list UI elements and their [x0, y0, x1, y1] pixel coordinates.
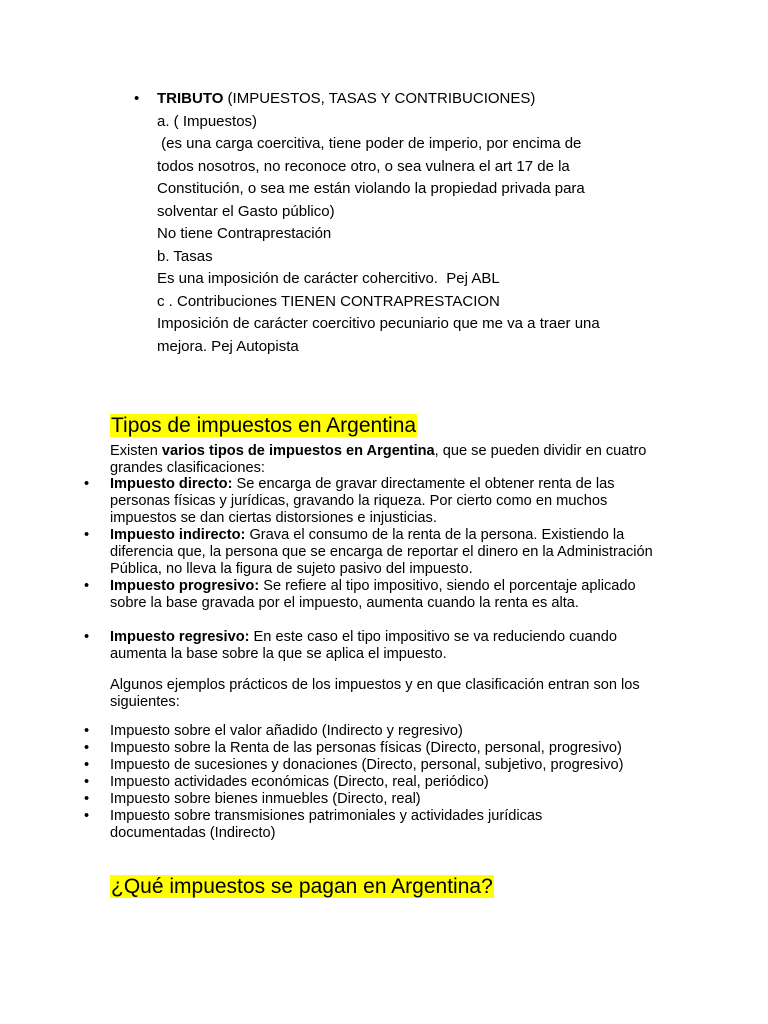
tributo-line: solventar el Gasto público) [157, 202, 335, 220]
type-desc: Se refiere al tipo impositivo, siendo el porcentaje aplicado sobre la base gravada por el impuesto, aumenta cuando la renta es alta. [110, 578, 636, 611]
bullet-icon: • [84, 774, 90, 790]
tributo-item [134, 88, 694, 358]
bullet-icon: • [84, 578, 90, 594]
tributo-line: Imposición de carácter coercitivo pecuniario que me va a traer una [157, 315, 600, 332]
example-text: Impuesto sobre el valor añadido (Indirecto y regresivo) [110, 723, 463, 739]
tributo-line: (es una carga coercitiva, tiene poder de imperio, por encima de [157, 135, 582, 152]
types-list [0, 476, 670, 663]
example-text: Impuesto sobre la Renta de las personas físicas (Directo, personal, progresivo) [110, 740, 622, 756]
tributo-line: b. Tasas [157, 247, 213, 265]
list-item [0, 476, 670, 527]
heading-que-impuestos [110, 874, 494, 899]
list-item [0, 723, 670, 740]
type-desc: Grava el consumo de la renta de la persona. Existiendo la diferencia que, la persona que se encarga de reportar el dinero en la Administración Pública, no lleva la figura de sujeto pasivo del impuesto. [110, 527, 653, 577]
examples-intro [110, 677, 670, 711]
type-term: Impuesto indirecto: [110, 527, 246, 543]
bullet-icon: • [84, 527, 90, 543]
list-item [0, 527, 670, 578]
tributo-line: mejora. Pej Autopista [157, 337, 299, 355]
type-term: Impuesto progresivo: [110, 578, 260, 594]
list-item [0, 578, 670, 629]
type-term: Impuesto regresivo: [110, 629, 250, 645]
intro-paragraph [110, 443, 670, 477]
tributo-section [134, 88, 694, 358]
list-item [0, 808, 670, 842]
heading-text: ¿Qué impuestos se pagan en Argentina? [111, 875, 493, 898]
tributo-line: a. ( Impuestos) [157, 112, 258, 130]
list-item [0, 791, 670, 808]
list-item [0, 774, 670, 791]
example-text: Impuesto de sucesiones y donaciones (Directo, personal, subjetivo, progresivo) [110, 757, 624, 773]
example-text: Impuesto actividades económicas (Directo, real, periódico) [110, 774, 489, 790]
heading-tipos-impuestos [110, 413, 417, 438]
tributo-line: c . Contribuciones TIENEN CONTRAPRESTACION [157, 292, 500, 310]
intro-text-end: , que se pueden dividir en cuatro grandes clasificaciones: [110, 443, 647, 476]
example-text: Impuesto sobre bienes inmuebles (Directo, real) [110, 791, 421, 807]
bullet-icon: • [134, 90, 140, 107]
tributo-title: TRIBUTO [157, 90, 224, 107]
example-text: Impuesto sobre transmisiones patrimoniales y actividades jurídicas documentadas (Indirecto) [110, 808, 543, 841]
tributo-title-line [134, 88, 694, 111]
bullet-icon: • [84, 791, 90, 807]
bullet-icon: • [84, 808, 90, 824]
type-desc: En este caso el tipo impositivo se va reduciendo cuando aumenta la base sobre la que se aplica el impuesto. [110, 629, 617, 662]
type-term: Impuesto directo: [110, 476, 233, 492]
tributo-subtitle: (IMPUESTOS, TASAS Y CONTRIBUCIONES) [223, 90, 536, 107]
tributo-line: Constitución, o sea me están violando la propiedad privada para [157, 180, 585, 197]
type-desc: Se encarga de gravar directamente el obtener renta de las personas físicas y jurídicas, gravando la riqueza. Por cierto como en muchos impuestos se dan ciertas distorsiones e injusticias. [110, 476, 615, 526]
intro-text: Existen [110, 443, 162, 459]
bullet-icon: • [84, 723, 90, 739]
tributo-line: todos nosotros, no reconoce otro, o sea vulnera el art 17 de la [157, 157, 570, 175]
tributo-line: Es una imposición de carácter cohercitivo. Pej ABL [157, 270, 500, 287]
list-item [0, 740, 670, 757]
bullet-icon: • [84, 629, 90, 645]
list-item [0, 629, 670, 663]
examples-intro-text: Algunos ejemplos prácticos de los impuestos y en que clasificación entran son los siguientes: [110, 677, 640, 710]
tributo-line: No tiene Contraprestación [157, 225, 332, 242]
bullet-icon: • [84, 757, 90, 773]
list-item [0, 757, 670, 774]
bullet-icon: • [84, 740, 90, 756]
bullet-icon: • [84, 476, 90, 492]
intro-bold: varios tipos de impuestos en Argentina [161, 443, 435, 459]
heading-text: Tipos de impuestos en Argentina [111, 414, 417, 437]
examples-list [0, 723, 670, 842]
